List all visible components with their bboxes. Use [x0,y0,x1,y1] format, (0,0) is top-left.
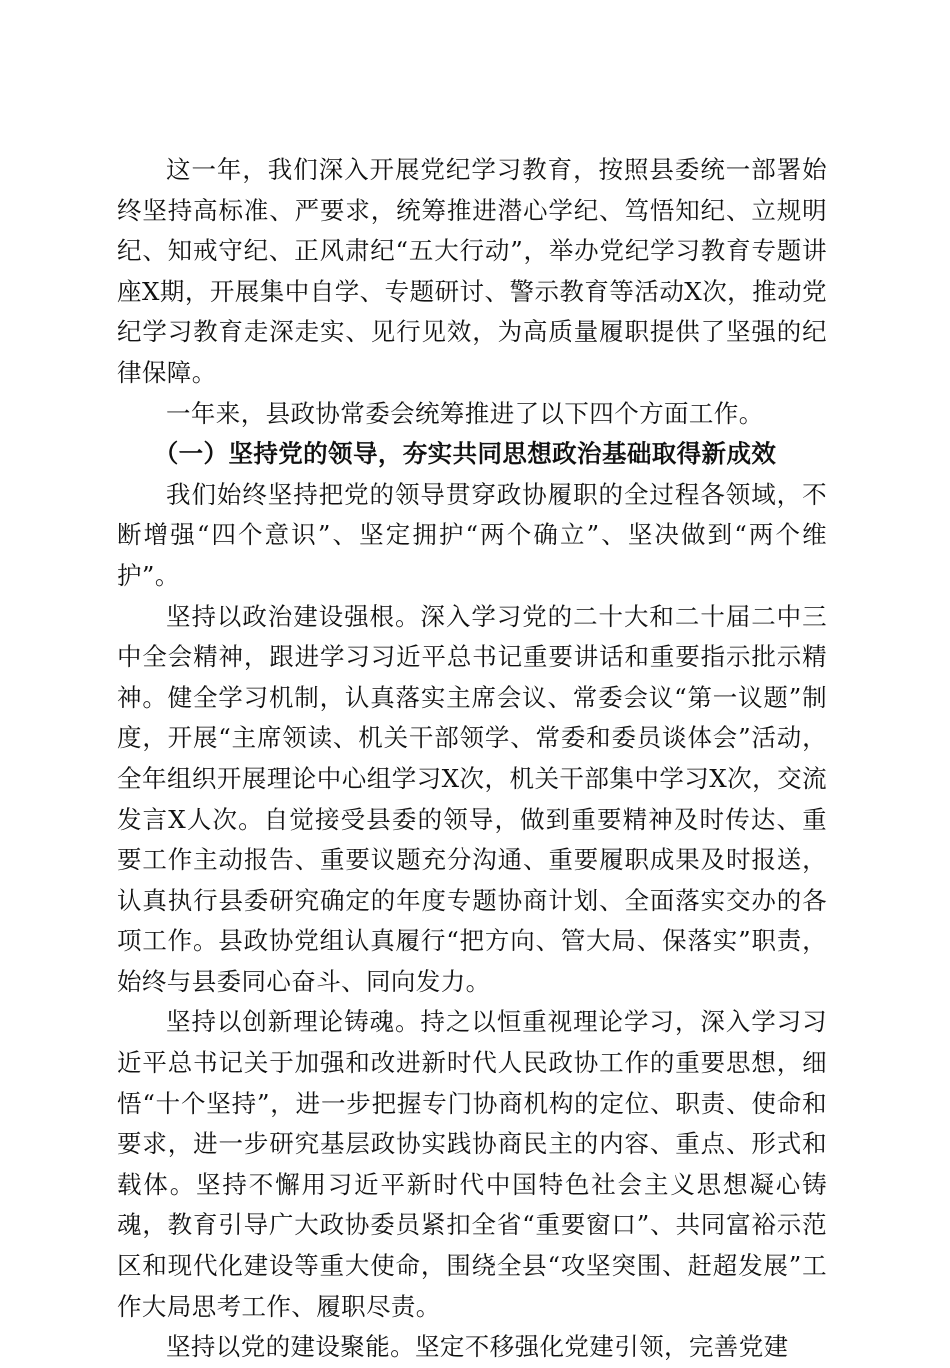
paragraph-party-leadership: 我们始终坚持把党的领导贯穿政协履职的全过程各领域，不断增强“四个意识”、坚定拥护“两个确立”、坚决做到“两个维护”。 [117,479,827,590]
paragraph-four-aspects-intro: 一年来，县政协常委会统筹推进了以下四个方面工作。 [166,398,764,428]
section-heading-1: （一）坚持党的领导，夯实共同思想政治基础取得新成效 [153,439,777,469]
paragraph-party-building: 坚持以党的建设聚能。坚定不移强化党建引领，完善党建 [166,1332,789,1362]
paragraph-innovative-theory: 坚持以创新理论铸魂。持之以恒重视理论学习，深入学习习近平总书记关于加强和改进新时代人民政协工作的重要思想，细悟“十个坚持”，进一步把握专门协商机构的定位、职责、使命和要求，进一步研究基层政协实践协商民主的内容、重点、形式和载体。坚持不懈用习近平新时代中国特色社会主义思想凝心铸魂，教育引导广大政协委员紧扣全省“重要窗口”、共同富裕示范区和现代化建设等重大使命，围绕全县“攻坚突围、赶超发展”工作大局思考工作、履职尽责。 [117,1007,827,1321]
paragraph-discipline-education: 这一年，我们深入开展党纪学习教育，按照县委统一部署始终坚持高标准、严要求，统筹推进潜心学纪、笃悟知纪、立规明纪、知戒守纪、正风肃纪“五大行动”，举办党纪学习教育专题讲座X期，开展集中自学、专题研讨、警示教育等活动X次，推动党纪学习教育走深走实、见行见效，为高质量履职提供了坚强的纪律保障。 [117,155,827,387]
paragraph-political-construction: 坚持以政治建设强根。深入学习党的二十大和二十届二中三中全会精神，跟进学习习近平总书记重要讲话和重要指示批示精神。健全学习机制，认真落实主席会议、常委会议“第一议题”制度，开展“主席领读、机关干部领学、常委和委员谈体会”活动，全年组织开展理论中心组学习X次，机关干部集中学习X次，交流发言X人次。自觉接受县委的领导，做到重要精神及时传达、重要工作主动报告、重要议题充分沟通、重要履职成果及时报送，认真执行县委研究确定的年度专题协商计划、全面落实交办的各项工作。县政协党组认真履行“把方向、管大局、保落实”职责，始终与县委同心奋斗、同向发力。 [117,601,827,996]
document-body [117,150,827,1368]
